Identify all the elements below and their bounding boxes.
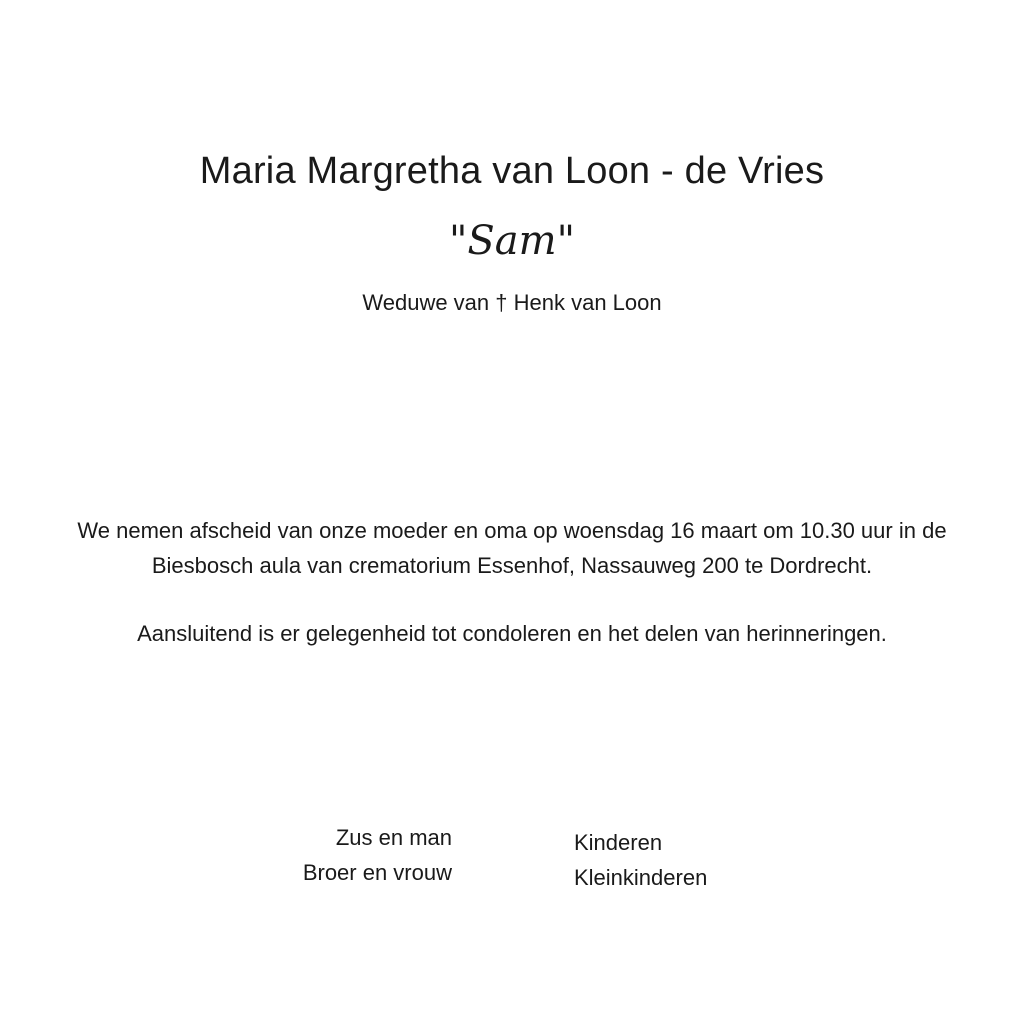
signature-line: Zus en man <box>335 825 452 850</box>
nickname: "Sam" <box>449 218 575 264</box>
service-announcement: We nemen afscheid van onze moeder en oma op woensdag 16 maart om 10.30 uur in de Biesbosch aula van crematorium Essenhof, Nassauweg 200 te Dordrecht. <box>77 518 947 578</box>
signatures-left <box>200 820 452 890</box>
signature-line: Kinderen <box>574 830 663 855</box>
signature-line: Broer en vrouw <box>302 860 452 885</box>
signatures-right <box>574 825 834 895</box>
signature-line: Kleinkinderen <box>574 865 708 890</box>
condolence-note: Aansluitend is er gelegenheid tot condoleren en het delen van herinneringen. <box>137 621 887 646</box>
deceased-name: Maria Margretha van Loon - de Vries <box>199 150 825 192</box>
widow-line: Weduwe van † Henk van Loon <box>362 290 662 315</box>
